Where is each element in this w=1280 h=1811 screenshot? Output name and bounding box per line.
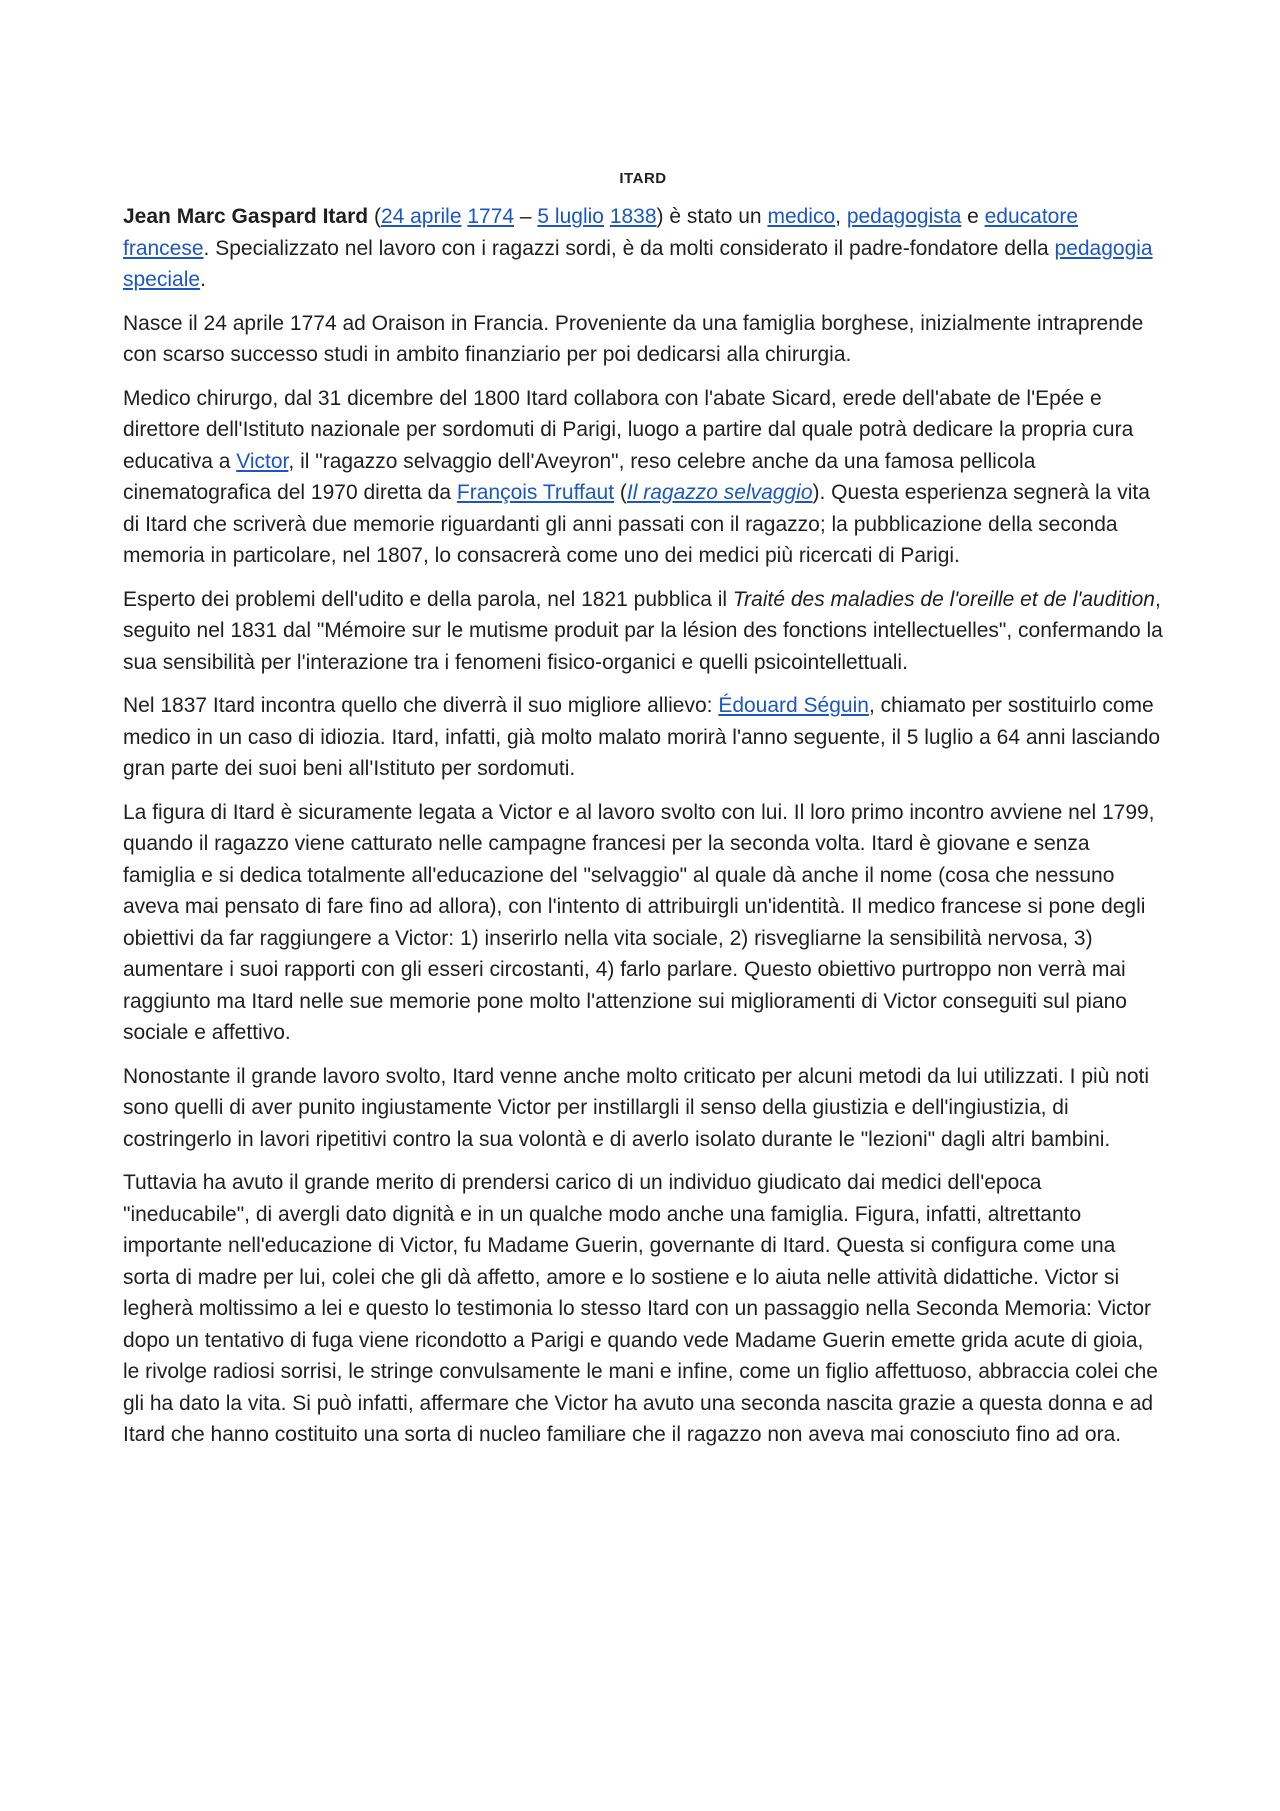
paragraph-birth: Nasce il 24 aprile 1774 ad Oraison in Francia. Proveniente da una famiglia borghese, inizialmente intraprende con scarso successo studi in ambito finanziario per poi dedicarsi alla chirurgia.: [123, 311, 1144, 366]
link-victor[interactable]: Victor: [236, 449, 289, 473]
paragraph-publications: [123, 584, 1163, 679]
paragraph-intro: [123, 201, 1163, 296]
link-5-luglio[interactable]: 5 luglio: [537, 205, 604, 228]
link-1838[interactable]: 1838: [609, 205, 657, 228]
text-run: , seguito nel 1831 dal "Mémoire sur le mutisme produit par la lésion des fonctions intellectuelles", confermando la sua sensibilità per l'interazione tra i fenomeni fisico-organici e quelli psicointellettuali.: [123, 587, 1163, 674]
book-title: Traité des maladies de l'oreille et de l'audition: [732, 587, 1155, 611]
text-run: (: [614, 481, 627, 504]
person-name: Jean Marc Gaspard Itard: [123, 205, 369, 228]
text-run: ) è stato un: [656, 205, 768, 228]
link-francese[interactable]: francese: [123, 236, 204, 260]
link-pedagogista[interactable]: pedagogista: [846, 205, 962, 228]
document-title: ITARD: [619, 170, 667, 187]
paragraph-seguin: [123, 690, 1163, 785]
link-il-ragazzo-selvaggio[interactable]: Il ragazzo selvaggio: [626, 481, 813, 504]
link-pedagogia-speciale[interactable]: pedagogia speciale: [123, 236, 1153, 291]
text-run: .: [200, 268, 206, 291]
text-run: , chiamato per sostituirlo come medico in un caso di idiozia. Itard, infatti, già molto malato morirà l'anno seguente, il 5 luglio a 64 anni lasciando gran parte dei suoi beni all'Istituto per sordomuti.: [123, 694, 1161, 780]
paragraph-victor: La figura di Itard è sicuramente legata a Victor e al lavoro svolto con lui. Il loro primo incontro avviene nel 1799, quando il ragazzo viene catturato nelle campagne francesi per la seconda volta. Itard è giovane e senza famiglia e si dedica totalmente all'educazione del "selvaggio" al quale dà anche il nome (cosa che nessuno aveva mai pensato di fare fino ad allora), con l'intento di attribuirgli un'identità. Il medico francese si pone degli obiettivi da far raggiungere a Victor: 1) inserirlo nella vita sociale, 2) risvegliarne la sensibilità nervosa, 3) aumentare i suoi rapporti con gli esseri circostanti, 4) farlo parlare. Questo obiettivo purtroppo non verrà mai raggiunto ma Itard nelle sue memorie pone molto l'attenzione sui miglioramenti di Victor conseguiti sul piano sociale e affettivo.: [123, 800, 1155, 1044]
text-run: (: [368, 205, 381, 228]
text-run: Nel 1837 Itard incontra quello che diverrà il suo migliore allievo:: [123, 694, 719, 717]
text-run: –: [514, 205, 538, 228]
text-run: , il "ragazzo selvaggio dell'Aveyron", reso celebre anche da una famosa pellicola cinematografica del 1970 diretta da: [123, 449, 1036, 504]
link-educatore[interactable]: educatore: [984, 205, 1079, 228]
paragraph-criticism: Nonostante il grande lavoro svolto, Itard venne anche molto criticato per alcuni metodi da lui utilizzati. I più noti sono quelli di aver punito ingiustamente Victor per instillargli il senso della giustizia e dell'ingiustizia, di costringerlo in lavori ripetitivi contro la sua volontà e di averlo isolato durante le "lezioni" dagli altri bambini.: [123, 1064, 1150, 1151]
text-run: e: [961, 205, 985, 228]
link-1774[interactable]: 1774: [467, 205, 515, 228]
paragraph-merit: Tuttavia ha avuto il grande merito di prendersi carico di un individuo giudicato dai medici dell'epoca "ineducabile", di avergli dato dignità e in un qualche modo anche una famiglia. Figura, infatti, altrettanto importante nell'educazione di Victor, fu Madame Guerin, governante di Itard. Questa si configura come una sorta di madre per lui, colei che gli dà affetto, amore e lo sostiene e lo aiuta nelle attività didattiche. Victor si legherà moltissimo a lei e questo lo testimonia lo stesso Itard con un passaggio nella Seconda Memoria: Victor dopo un tentativo di fuga viene ricondotto a Parigi e quando vede Madame Guerin emette grida acute di gioia, le rivolge radiosi sorrisi, le stringe convulsamente le mani e infine, come un figlio affettuoso, abbraccia colei che gli ha dato la vita. Si può infatti, affermare che Victor ha avuto una seconda nascita grazie a questa donna e ad Itard che hanno costituito una sorta di nucleo familiare che il ragazzo non aveva mai conosciuto fino ad ora.: [123, 1171, 1158, 1446]
text-run: . Specializzato nel lavoro con i ragazzi sordi, è da molti considerato il padre-fondatore della: [203, 236, 1055, 260]
text-run: ,: [835, 205, 847, 228]
text-run: Esperto dei problemi dell'udito e della parola, nel 1821 pubblica il: [123, 587, 733, 611]
link-francois-truffaut[interactable]: François Truffaut: [456, 481, 615, 504]
link-medico[interactable]: medico: [767, 205, 836, 228]
link-edouard-seguin[interactable]: Édouard Séguin: [718, 694, 869, 717]
text-run: Medico chirurgo, dal 31 dicembre del 1800 Itard collabora con l'abate Sicard, erede dell'abate de l'Epée e direttore dell'Istituto nazionale per sordomuti di Parigi, luogo a partire dal quale potrà dedicare la propria cura educativa a: [123, 386, 1134, 473]
paragraph-career: [123, 383, 1163, 572]
text-run: ). Questa esperienza segnerà la vita di Itard che scriverà due memorie riguardanti gli anni passati con il ragazzo; la pubblicazione della seconda memoria in particolare, nel 1807, lo consacrerà come uno dei medici più ricercati di Parigi.: [123, 481, 1150, 567]
document-page: [123, 160, 1163, 1463]
link-24-aprile[interactable]: 24 aprile: [380, 205, 462, 228]
